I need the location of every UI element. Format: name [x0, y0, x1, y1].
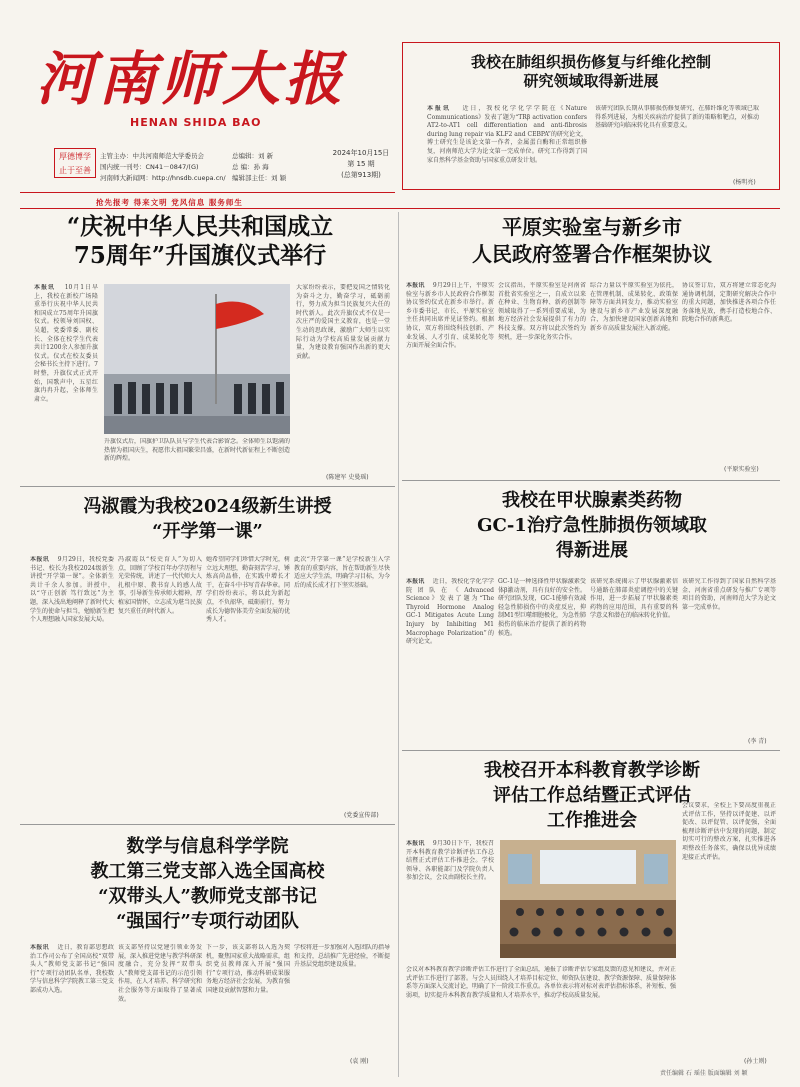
- thyroid-body-col2: GC-1是一种选择性甲状腺激素受体β激动剂，具有良好的安全性。研究团队发现，GC-1能够有效减轻急性肺损伤中的炎症反应，抑制M1型巨噬细胞极化，为急性肺损伤的临床治疗提供了新的药物候选。: [498, 578, 586, 637]
- page-footer: 责任编辑 石 瑶佳 版面编辑 刘 颖: [660, 1070, 748, 1077]
- meeting-photo: [500, 840, 676, 958]
- lecture-text-col4: [294, 556, 390, 796]
- lab-body-col1: 9月29日上午，平原实验室与新乡市人民政府合作框架协议签约仪式在新乡市举行。新乡市委书记、市长、平原实验室主任共同出席并见证签约。根据协议，双方将围绕科技创新、产业发展、人才引育、成果转化等方面开展全面合作。: [406, 282, 494, 350]
- teaching-text-col1: [406, 840, 494, 965]
- thyroid-text-col4: [682, 578, 776, 728]
- teaching-text-col4: [682, 802, 776, 1012]
- flag-body-col1: 10月1日早上，我校在新校广场隆重举行庆祝中华人民共和国成立75周年升国旗仪式。校领导刘国权、吴超，党委常委、副校长、全体在校学生代表共计1200余人参加升旗仪式。仪式在校友委员会秘书长主持下进行。7时整，升旗仪式正式开始，国歌声中，五星红旗冉冉升起，全体师生肃立。: [34, 284, 98, 403]
- lecture-headline: [20, 494, 395, 544]
- party-lead: 本报讯: [30, 944, 49, 951]
- party-text-col2: [118, 944, 202, 1068]
- lung-article-box: [402, 42, 780, 190]
- teaching-headline-line3: 工作推进会: [547, 810, 637, 831]
- divider-left-2: [20, 824, 395, 825]
- flag-ceremony-illustration: [104, 284, 290, 434]
- party-body-col1: 近日，教育部思想政治工作司公布了全国高校“双带头人”教师党支部书记“强国行”专项行动团队名单，我校数学与信息科学学院教工第三党支部成功入选。: [30, 944, 114, 994]
- meeting-illustration: [500, 840, 676, 958]
- divider-left-1: [20, 486, 395, 487]
- lecture-lead: 本报讯: [30, 556, 50, 563]
- party-headline-line1: 数学与信息科学学院: [126, 836, 289, 857]
- issue-number: 第 15 期: [347, 160, 375, 168]
- flag-text-under-photo: [104, 438, 290, 474]
- lecture-headline-line1: 冯淑霞为我校2024级新生讲授: [83, 496, 332, 517]
- lab-text-col4: [682, 282, 776, 462]
- party-body-col4: 学校将进一步加强对入选团队的指导和支持，总结推广先进经验，不断提升基层党组织建设质量。: [294, 944, 390, 969]
- lecture-author: (党委宣传部): [344, 812, 379, 819]
- issue-date-block: [326, 148, 396, 181]
- flag-headline-line1: “庆祝中华人民共和国成立: [66, 213, 334, 240]
- lecture-body-col3: 她希望同学们珍惜大学时光，树立远大理想，勤奋刻苦学习，锤炼高尚品格，在实践中增长才干，在奋斗中书写青春华章。同学们纷纷表示，将以此为新起点，不负韶华，砥砺前行，努力成长为德智体美劳全面发展的优秀人才。: [206, 556, 290, 624]
- thyroid-headline-line3: 得新进展: [556, 540, 628, 561]
- info-cn: 国内统一刊号：CN41－0847/(G): [100, 163, 199, 171]
- thyroid-headline: [404, 488, 780, 563]
- lecture-text-col3: [206, 556, 290, 818]
- thyroid-lead: 本报讯: [406, 578, 425, 585]
- masthead-title: 河南师大报: [36, 45, 347, 113]
- masthead-slogan: 抢先报考 得来文明 党风信息 服务师生: [96, 198, 243, 207]
- lab-headline-line1: 平原实验室与新乡市: [502, 215, 682, 239]
- lab-text-col3: [590, 282, 678, 472]
- lecture-body-col1: 9月29日，我校党委书记、校长为我校2024级新生讲授“开学第一课”。全体新生共计千余人参加。讲授中，以“守正创新 笃行致远”为主题，深入浅出地阐释了新时代大学生的使命与担当，勉励新生把个人理想融入国家发展大局。: [30, 556, 114, 624]
- issue-date: 2024年10月15日: [332, 149, 390, 157]
- lung-headline: [403, 53, 779, 91]
- teaching-headline-line1: 我校召开本科教育教学诊断: [484, 760, 700, 781]
- thyroid-headline-line1: 我校在甲状腺素类药物: [502, 490, 682, 511]
- party-headline: [20, 834, 395, 934]
- flag-author: (陈建军 史曼瑶): [326, 474, 369, 481]
- party-text-col4: [294, 944, 390, 1056]
- thyroid-body-col3: 该研究系统揭示了甲状腺激素信号通路在肺部炎症调控中的关键作用，进一步拓展了甲状腺素类药物的应用范围，具有重要的科学意义和潜在的临床转化价值。: [590, 578, 678, 620]
- flag-text-col1: [34, 284, 98, 472]
- flag-lead: 本报讯: [34, 284, 55, 291]
- lab-headline: [404, 214, 780, 268]
- flag-headline-line2: 75周年”升国旗仪式举行: [73, 242, 327, 269]
- teaching-body-col4: 会议要求，全校上下要高度重视正式评估工作，坚持以评促建、以评促改、以评促管、以评促强，全面梳理诊断评估中发现的问题，制定切实可行的整改方案，扎实推进各项整改任务落实，确保以优异成绩迎接正式评估。: [682, 802, 776, 861]
- party-headline-line3: “双带头人”教师党支部书记: [98, 886, 317, 907]
- lab-text-col1: [406, 282, 494, 472]
- thyroid-body-col4: 该研究工作得到了国家自然科学基金、河南省重点研发与推广专项等项目的资助，河南师范大学为论文第一完成单位。: [682, 578, 776, 611]
- lab-author: (平原实验室): [724, 466, 759, 473]
- column-divider: [398, 212, 399, 1077]
- masthead-pinyin: HENAN SHIDA BAO: [130, 116, 262, 129]
- lab-headline-line2: 人民政府签署合作框架协议: [472, 242, 712, 266]
- lecture-body-col4: 此次“开学第一课”是学校新生入学教育的重要内容，旨在帮助新生尽快适应大学生活，明确学习目标，为今后的成长成才打下坚实基础。: [294, 556, 390, 589]
- lung-author: (杨明亮): [733, 179, 756, 186]
- info-sponsor: 主管主办：中共河南师范大学委员会: [100, 152, 204, 160]
- thyroid-text-col3: [590, 578, 678, 740]
- teaching-text-bottom: [406, 966, 676, 1064]
- lung-body-col1: 近日，我校化学化学学院在《Nature Communications》发表了题为“TRβ activation confers AT2-to-AT1 cell differentiation and anti-fibrosis during lung repair via KLF2 and CEBPA”的研究论文，博士研究生是该论文第一作者，金属蛋白酶和正常组织修复，河南师范大学为论文第一完成单位。研究工作得到了国家自然科学基金资助与国家重点研发计划。: [427, 105, 587, 164]
- lecture-headline-line2: “开学第一课”: [152, 521, 263, 542]
- lab-lead: 本报讯: [406, 282, 425, 289]
- teaching-lead: 本报讯: [406, 840, 425, 847]
- info-editor-main: 总 编：孙 海: [232, 163, 269, 171]
- lab-text-col2: [498, 282, 586, 472]
- lecture-body-col2: 冯淑霞以“校史育人”为切入点，回顾了学校百年办学历程与光荣传统，讲述了一代代师大人扎根中原、教书育人的感人故事，引导新生传承师大精神，厚植家国情怀，立志成为堪当民族复兴重任的时代新人。: [118, 556, 202, 615]
- teaching-body-col1: 9月30日下午，我校召开本科教育教学诊断评估工作总结暨正式评估工作推进会。学校领导、各职能部门及学院负责人参加会议，会议由副校长主持。: [406, 840, 494, 882]
- thyroid-text-col1: [406, 578, 494, 740]
- party-body-col3: 下一步，该支部将以入选为契机，聚焦国家重大战略需求，组织党员教师深入开展“强国行”专项行动，推动科研成果服务地方经济社会发展，为教育强国建设贡献智慧和力量。: [206, 944, 290, 994]
- masthead-divider: [20, 192, 395, 193]
- section-divider: [20, 208, 780, 209]
- flag-ceremony-photo: [104, 284, 290, 434]
- party-text-col3: [206, 944, 290, 1068]
- flag-body-col3: 大家纷纷表示，要把爱国之情转化为奋斗之力，勤奋学习，砥砺前行，努力成为担当民族复兴大任的时代新人。此次升旗仪式不仅是一次庄严的爱国主义教育，也是一堂生动的思政课，激励广大师生以实际行动为学校高质量发展贡献力量，为建设教育强国作出新的更大贡献。: [296, 284, 390, 360]
- party-body-col2: 该支部坚持以党建引领业务发展，深入推进党建与教学科研深度融合，充分发挥“双带头人”教师党支部书记的示范引领作用，在人才培养、科学研究和社会服务等方面取得了显著成效。: [118, 944, 202, 1003]
- party-headline-line2: 教工第三党支部入选全国高校: [90, 861, 325, 882]
- party-text-col1: [30, 944, 114, 1068]
- thyroid-headline-line2: GC-1治疗急性肺损伤领域取: [477, 515, 707, 536]
- flag-headline: [30, 212, 370, 270]
- lung-headline-line2: 研究领域取得新进展: [523, 72, 659, 90]
- thyroid-author: (李 青): [748, 738, 767, 745]
- lung-lead: 本报讯: [427, 105, 451, 112]
- lab-body-col2: 会议指出，平原实验室是河南省首批省实验室之一，自成立以来在种业、生物育种、新药创制等领域取得了一系列重要成果，为地方经济社会发展提供了有力的科技支撑。双方将以此次签约为契机，进一步深化务实合作。: [498, 282, 586, 341]
- teaching-author: (孙士则): [744, 1058, 767, 1065]
- issue-total: (总第913期): [341, 171, 381, 179]
- lung-body-col2: 该研究团队长期从事肺损伤修复研究，在肺纤维化等领域已取得系列进展，为相关疾病治疗提供了新的策略和靶点，对推动基础研究向临床转化具有重要意义。: [595, 105, 759, 130]
- divider-right-1: [402, 480, 780, 481]
- lab-body-col4: 协议签订后，双方将建立常态化沟通协调机制，定期研究解决合作中的重大问题，加快推进各项合作任务落地见效，携手打造校地合作、院地合作的新典范。: [682, 282, 776, 324]
- party-author: (袁 刚): [350, 1058, 369, 1065]
- thyroid-text-col2: [498, 578, 586, 740]
- teaching-headline-line2: 评估工作总结暨正式评估: [493, 785, 691, 806]
- thyroid-body-col1: 近日，我校化学化学学院团队在《Advanced Science》发表了题为“The Thyroid Hormone Analog GC-1 Mitigates Acute Lung Injury by Inhibiting M1 Macrophage Polarization”的研究论文。: [406, 578, 494, 646]
- teaching-body-bottom: 会议对本科教育教学诊断评估工作进行了全面总结，通报了诊断评估专家组反馈的意见和建议，并对正式评估工作进行了部署。与会人员围绕人才培养目标定位、师资队伍建设、教学资源保障、质量保障体系等方面深入交流讨论，明确了下一阶段工作重点。各单位表示将对标对表评估指标体系，补短板、强弱项，切实提升本科教育教学质量和人才培养水平，推动学校高质量发展。: [406, 966, 676, 999]
- lung-text-col1: [427, 105, 587, 185]
- flag-text-col3: [296, 284, 390, 470]
- university-seal: 厚德博学 止于至善: [54, 148, 96, 178]
- party-headline-line4: “强国行”专项行动团队: [116, 911, 299, 932]
- lung-text-col2: [595, 105, 759, 177]
- info-website[interactable]: 河南师大新闻网：http://hnsdb.cuepa.cn/: [100, 174, 226, 182]
- divider-right-2: [402, 750, 780, 751]
- info-editor-resp: 编辑部主任：刘 颖: [232, 174, 287, 182]
- lecture-text-col2: [118, 556, 202, 818]
- lab-body-col3: 综合力量以平原实验室为依托，在管理机制、成果转化、政策保障等方面共同发力，推动实验室建设与新乡市产业发展深度融合，为加快建设国家创新高地和新乡市高质量发展注入新动能。: [590, 282, 678, 332]
- lung-headline-line1: 我校在肺组织损伤修复与纤维化控制: [470, 53, 711, 71]
- info-editor-chief: 总编辑：刘 新: [232, 152, 274, 160]
- lecture-text-col1: [30, 556, 114, 818]
- flag-body-under-photo: 升旗仪式后，国旗护卫队队员与学生代表合影留念。全体师生以饱满的热情为祖国庆生，祝愿伟大祖国繁荣昌盛，在新时代新征程上不断创造新的辉煌。: [104, 438, 290, 463]
